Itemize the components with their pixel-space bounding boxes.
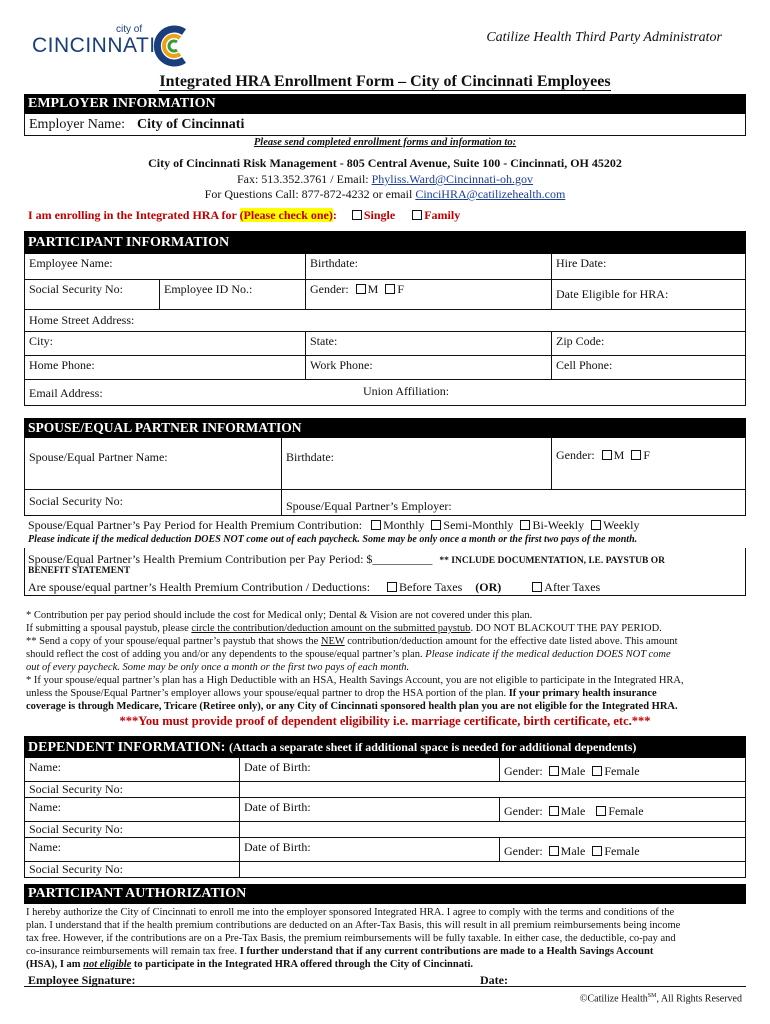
send-forms-note: Please send completed enrollment forms and information to: — [253, 137, 517, 148]
contribution-line: Spouse/Equal Partner’s Health Premium Contribution per Pay Period: $__________ ** INCLUDE DOCUMENTATION, I.E. PAYSTUB OR — [28, 552, 665, 566]
dependent-2-row — [24, 798, 746, 822]
birthdate-field[interactable]: Birthdate: — [305, 254, 551, 279]
dependent-2-male-checkbox[interactable] — [549, 806, 559, 816]
spouse-section-header: SPOUSE/EQUAL PARTNER INFORMATION — [24, 418, 746, 438]
copyright-footer: ©Catilize Health℠, All Rights Reserved — [579, 993, 742, 1005]
spouse-employer-field[interactable]: Spouse/Equal Partner’s Employer: — [281, 490, 747, 515]
employer-name-label: Employer Name: — [29, 117, 126, 132]
questions-line: For Questions Call: 877-872-4232 or email CinciHRA@catilizehealth.com — [204, 187, 566, 201]
email-field[interactable]: Email Address: — [29, 386, 103, 400]
spouse-row-1 — [24, 438, 746, 490]
employee-id-field[interactable]: Employee ID No.: — [159, 280, 305, 309]
dependent-2-ssn-row — [24, 822, 746, 838]
ssn-field[interactable]: Social Security No: — [29, 282, 123, 296]
weekly-checkbox[interactable] — [591, 520, 601, 530]
gender-f-checkbox[interactable] — [385, 284, 395, 294]
cincinnati-c-icon — [150, 24, 190, 68]
hire-date-field[interactable]: Hire Date: — [551, 254, 747, 279]
monthly-checkbox[interactable] — [371, 520, 381, 530]
include-documentation-note: ** INCLUDE DOCUMENTATION, I.E. PAYSTUB OR — [439, 556, 665, 566]
dependent-3-dob-field[interactable]: Date of Birth: — [239, 838, 499, 861]
deduction-tax-line: Are spouse/equal partner’s Health Premium Contribution / Deductions: Before Taxes (OR) After Taxes — [28, 580, 601, 594]
family-checkbox[interactable] — [412, 210, 422, 220]
single-option[interactable]: Single — [352, 208, 395, 222]
questions-email-link[interactable]: CinciHRA@catilizehealth.com — [415, 187, 566, 201]
fax-email-line: Fax: 513.352.3761 / Email: Phyliss.Ward@Cincinnati-oh.gov — [236, 172, 534, 186]
spouse-birthdate-field[interactable]: Birthdate: — [281, 438, 551, 489]
dependent-3-female-checkbox[interactable] — [592, 846, 602, 856]
dependent-2-female-checkbox[interactable] — [596, 806, 606, 816]
proof-of-eligibility-note: ***You must provide proof of dependent eligibility i.e. marriage certificate, birth certificate, etc.*** — [119, 714, 651, 728]
employer-name-value: City of Cincinnati — [137, 117, 245, 132]
gender-field: Gender: M F — [305, 280, 551, 309]
dependent-2-ssn-field[interactable]: Social Security No: — [29, 822, 123, 836]
city-logo — [32, 24, 192, 68]
after-taxes-checkbox[interactable] — [532, 582, 542, 592]
semi-monthly-checkbox[interactable] — [431, 520, 441, 530]
signature-date-field[interactable]: Date: — [480, 973, 508, 987]
dependent-3-ssn-field[interactable]: Social Security No: — [29, 862, 123, 876]
logo-city-of: city of — [116, 24, 143, 35]
dependent-2-name-field[interactable]: Name: — [29, 800, 61, 814]
participant-row-5 — [24, 356, 746, 380]
spouse-gender-field: Gender: M F — [551, 438, 747, 489]
pay-period-line: Spouse/Equal Partner’s Pay Period for Health Premium Contribution: Monthly Semi-Monthly Bi-Weekly Weekly — [28, 518, 640, 532]
tpa-label: Catilize Health Third Party Administrator — [486, 30, 722, 45]
form-title: Integrated HRA Enrollment Form – City of Cincinnati Employees — [159, 73, 611, 90]
dependent-1-ssn-row — [24, 782, 746, 798]
zip-field[interactable]: Zip Code: — [551, 332, 747, 355]
spouse-gender-f-checkbox[interactable] — [631, 450, 641, 460]
before-taxes-checkbox[interactable] — [387, 582, 397, 592]
mailing-address: City of Cincinnati Risk Management - 805 Central Avenue, Suite 100 - Cincinnati, OH 45202 — [148, 156, 622, 170]
check-one-highlight: (Please check one) — [239, 208, 333, 222]
participant-row-4 — [24, 332, 746, 356]
dependent-3-male-checkbox[interactable] — [549, 846, 559, 856]
gender-m-checkbox[interactable] — [356, 284, 366, 294]
employee-name-field[interactable]: Employee Name: — [29, 256, 113, 270]
participant-row-6 — [24, 380, 746, 406]
participant-section-header: PARTICIPANT INFORMATION — [24, 231, 746, 254]
spouse-notes: * Contribution per pay period should include the cost for Medical only; Dental & Vision are not covered under this plan. If submitting a spousal paystub, please circle the contribution/deduction amount on the submitted paystub. DO NOT BLACKOUT THE PAY PERIOD. ** Send a copy of your spouse/equal partner’s paystub that shows the NEW contribution/deduction amount for the effective date listed above. This amount should reflect the cost of adding you and/or any dependents to the spouse/equal partner’s plan. Please indicate if the medical deduction DOES NOT come out of every paycheck. Some may be only once a month or the first two pays of each month. * If your spouse/equal partner’s plan has a High Deductible with an HSA, Health Savings Account, you are not eligible to participate in the Integrated HRA, unless the Spouse/Equal Partner’s employer allows your spouse/equal partner to drop the HSA portion of the plan. If your primary health insurance coverage is through Medicare, Tricare (Retiree only), or any City of Cincinnati sponsored health plan you are not eligible for the Integrated HRA. — [26, 610, 684, 712]
city-field[interactable]: City: — [29, 334, 54, 348]
dependent-1-name-field[interactable]: Name: — [29, 760, 61, 774]
dependent-3-row — [24, 838, 746, 862]
dependent-3-name-field[interactable]: Name: — [29, 840, 61, 854]
dependent-2-ssn-blank — [239, 822, 499, 837]
spouse-gender-m-checkbox[interactable] — [602, 450, 612, 460]
bi-weekly-checkbox[interactable] — [520, 520, 530, 530]
dependent-3-gender-field: Gender: Male Female — [499, 838, 747, 861]
home-address-field[interactable]: Home Street Address: — [24, 310, 746, 332]
employee-signature-field[interactable]: Employee Signature: — [28, 973, 136, 987]
dependent-1-ssn-field[interactable]: Social Security No: — [29, 782, 123, 796]
home-phone-field[interactable]: Home Phone: — [29, 358, 95, 372]
spouse-row-2 — [24, 490, 746, 516]
work-phone-field[interactable]: Work Phone: — [305, 356, 551, 379]
dependent-3-ssn-row — [24, 862, 746, 878]
signature-line — [24, 986, 746, 987]
employer-name-row — [24, 114, 746, 136]
dependent-1-male-checkbox[interactable] — [549, 766, 559, 776]
family-option[interactable]: Family — [412, 208, 460, 222]
dependent-1-female-checkbox[interactable] — [592, 766, 602, 776]
dependent-2-gender-field: Gender: Male Female — [499, 798, 747, 821]
dependent-section-header: DEPENDENT INFORMATION: (Attach a separate sheet if additional space is needed for additional dependents) — [24, 736, 746, 758]
dependent-1-dob-field[interactable]: Date of Birth: — [239, 758, 499, 781]
deduction-indicate-note: Please indicate if the medical deduction DOES NOT come out of each paycheck. Some may be only once a month or the first two pays of the month. — [28, 534, 638, 545]
participant-row-1 — [24, 254, 746, 280]
participant-row-2 — [24, 280, 746, 310]
enroll-line: I am enrolling in the Integrated HRA for (Please check one): Single Family — [28, 208, 461, 222]
spouse-ssn-field[interactable]: Social Security No: — [29, 494, 123, 508]
dependent-3-ssn-blank — [239, 862, 499, 877]
authorization-text: I hereby authorize the City of Cincinnati to enroll me into the employer sponsored Integrated HRA. I agree to comply with the terms and conditions of the plan. I understand that if the health premium contributions are deducted on an After-Tax Basis, this will result in all premium reimbursements being income tax free. However, if the contributions are on a Pre-Tax Basis, the premium reimbursements will be fully taxable. In either case, the deductible, co-pay and co-insurance reimbursements will remain tax free. I further understand that if any current contributions are made to a Health Savings Account (HSA), I am not eligible to participate in the Integrated HRA offered through the City of Cincinnati. — [26, 907, 681, 970]
single-checkbox[interactable] — [352, 210, 362, 220]
fax-email-link[interactable]: Phyliss.Ward@Cincinnati-oh.gov — [371, 172, 534, 186]
dependent-1-ssn-blank — [239, 782, 499, 797]
dependent-2-dob-field[interactable]: Date of Birth: — [239, 798, 499, 821]
cell-phone-field[interactable]: Cell Phone: — [551, 356, 747, 379]
authorization-section-header: PARTICIPANT AUTHORIZATION — [24, 884, 746, 904]
employer-section-header: EMPLOYER INFORMATION — [24, 94, 746, 114]
state-field[interactable]: State: — [305, 332, 551, 355]
logo-cincinnati: CINCINNATI — [32, 34, 156, 57]
date-eligible-field[interactable]: Date Eligible for HRA: — [551, 280, 747, 309]
dependent-1-row — [24, 758, 746, 782]
dependent-1-gender-field: Gender: Male Female — [499, 758, 747, 781]
union-field[interactable]: Union Affiliation: — [363, 384, 450, 398]
spouse-name-field[interactable]: Spouse/Equal Partner Name: — [29, 450, 168, 464]
benefit-statement-note: BENEFIT STATEMENT — [28, 566, 131, 576]
